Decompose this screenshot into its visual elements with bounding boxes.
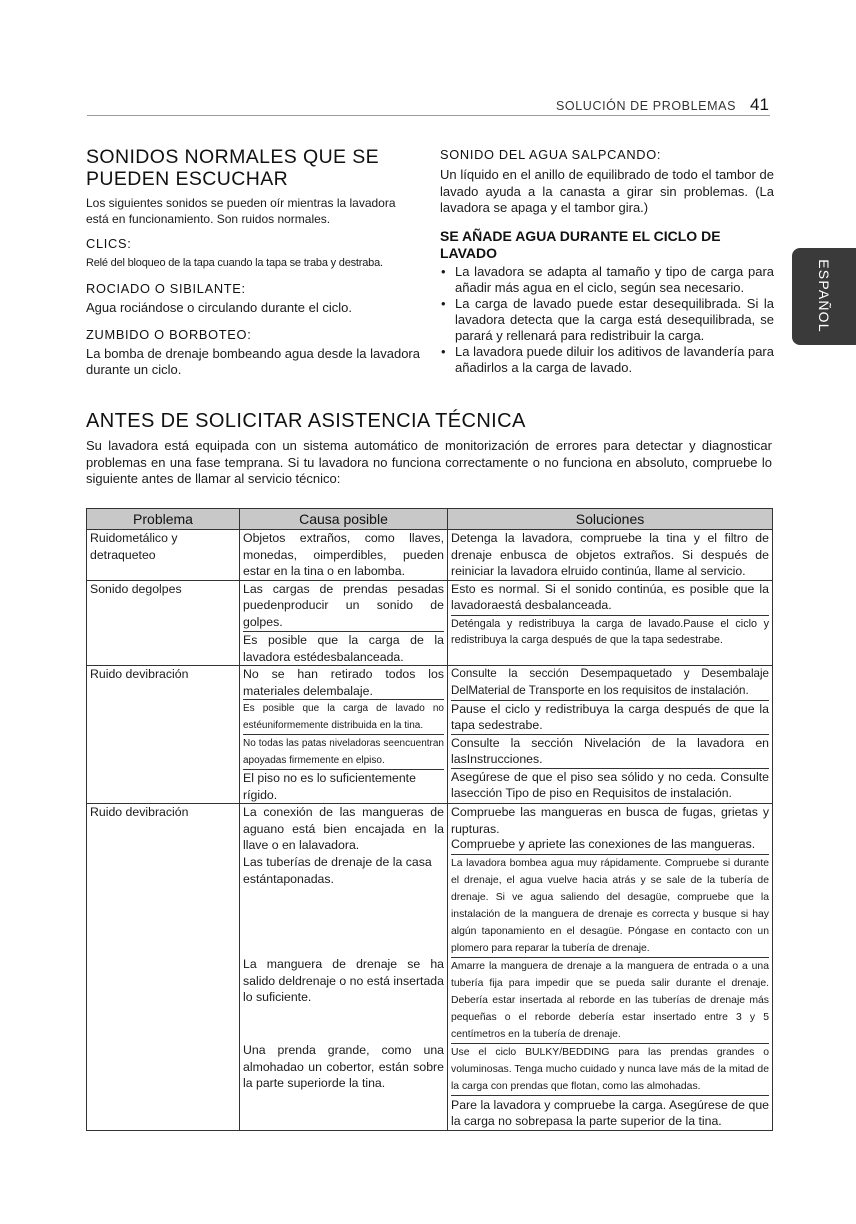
solution-text: Compruebe las mangueras en busca de fugas, grietas y rupturas.	[451, 805, 769, 836]
solution-text: Detenga la lavadora, compruebe la tina y el filtro de drenaje enbusca de objetos extraños. Si después de reiniciar la lavadora elruido continúa, llame al servicio.	[451, 531, 769, 578]
solution-cell	[448, 666, 773, 804]
splash-text: Un líquido en el anillo de equilibrado de todo el tambor de lavado ayuda a la canasta a girar sin problemas. (La lavadora se apaga y el tambor gira.)	[440, 167, 774, 215]
before-service-title: ANTES DE SOLICITAR ASISTENCIA TÉCNICA	[86, 410, 526, 432]
column-header-problem: Problema	[87, 509, 240, 530]
table-row	[87, 530, 773, 581]
section-header-title: SOLUCIÓN DE PROBLEMAS	[556, 99, 737, 113]
solution-cell	[448, 804, 773, 1131]
clicks-heading: CLICS:	[86, 236, 132, 251]
water-added-heading: SE AÑADE AGUA DURANTE EL CICLO DE LAVADO	[440, 227, 721, 261]
table-row	[87, 804, 773, 1131]
problem-text: Ruido devibración	[90, 805, 189, 819]
language-tab	[792, 248, 856, 345]
problem-text: Ruidometálico y detraqueteo	[90, 531, 178, 562]
normal-sounds-section	[86, 146, 420, 379]
solution-text: Compruebe y apriete las conexiones de las mangueras.	[451, 833, 769, 855]
spraying-text: Agua rociándose o circulando durante el ciclo.	[86, 300, 352, 315]
humming-text: La bomba de drenaje bombeando agua desde la lavadora durante un ciclo.	[86, 345, 420, 377]
before-service-intro: Su lavadora está equipada con un sistema automático de monitorización de errores para detectar y diagnosticar problemas en una fase temprana. Si tu lavadora no funciona correctamente o no funciona en absoluto, compruebe lo siguiente antes de llamar al servicio técnico:	[86, 438, 772, 486]
normal-sounds-title: SONIDOS NORMALES QUE SE PUEDEN ESCUCHAR	[86, 146, 380, 190]
problem-cell	[87, 666, 240, 804]
list-item: • La lavadora se adapta al tamaño y tipo de carga para añadir más agua en el ciclo, según sea necesario.	[440, 264, 774, 296]
problem-cell	[87, 580, 240, 666]
splash-heading: SONIDO DEL AGUA SALPCANDO:	[440, 147, 662, 162]
normal-sounds-intro: Los siguientes sonidos se pueden oír mientras la lavadora está en funcionamiento. Son ruidos normales.	[86, 196, 396, 226]
column-header-cause: Causa posible	[240, 509, 448, 530]
cause-cell	[240, 666, 448, 804]
problem-text: Ruido devibración	[90, 667, 189, 681]
clicks-text: Relé del bloqueo de la tapa cuando la tapa se traba y destraba.	[86, 257, 383, 269]
problem-cell	[87, 804, 240, 1131]
solution-cell	[448, 580, 773, 666]
table-header-row	[87, 509, 773, 530]
cause-text: El piso no es lo suficientemente rígido.	[243, 771, 416, 802]
cause-text: Es posible que la carga de la lavadora estédesbalanceada.	[243, 633, 444, 664]
cause-cell	[240, 804, 448, 1131]
solution-text: Esto es normal. Si el sonido continúa, es posible que la lavadoraestá desbalanceada.	[451, 581, 769, 616]
cause-text: La manguera de drenaje se ha salido deldrenaje o no está insertada lo suficiente.	[243, 957, 444, 1004]
column-header-solutions: Soluciones	[448, 509, 773, 530]
cause-text: Una prenda grande, como una almohadao un cobertor, están sobre la parte superiorde la tina.	[243, 1043, 444, 1090]
troubleshooting-table	[86, 508, 773, 1131]
language-tab-label: ESPAÑOL	[816, 259, 832, 333]
solution-text: Consulte la sección Desempaquetado y Desembalaje DelMaterial de Transporte en los requisitos de instalación.	[451, 666, 769, 701]
solution-text: Asegúrese de que el piso sea sólido y no ceda. Consulte lasección Tipo de piso en Requisitos de instalación.	[451, 769, 769, 801]
solution-text: Use el ciclo BULKY/BEDDING para las prendas grandes o voluminosas. Tenga mucho cuidado y nunca lave más de la mitad de la carga con prendas que flotan, como las almohadas.	[451, 1044, 769, 1096]
spraying-heading: ROCIADO O SIBILANTE:	[86, 281, 246, 296]
cause-cell	[240, 580, 448, 666]
problem-cell	[87, 530, 240, 581]
solution-text: Consulte la sección Nivelación de la lavadora en lasInstrucciones.	[451, 735, 769, 769]
list-item: • La lavadora puede diluir los aditivos de lavandería para añadirlos a la carga de lavado.	[440, 344, 774, 376]
cause-cell	[240, 530, 448, 581]
cause-text: Las tuberías de drenaje de la casa estántaponadas.	[243, 855, 432, 886]
problem-text: Sonido degolpes	[90, 581, 182, 596]
table-row	[87, 666, 773, 804]
header-divider	[87, 115, 770, 116]
cause-text: Objetos extraños, como llaves, monedas, oimperdibles, pueden estar en la tina o en labomba.	[243, 531, 444, 578]
cause-text: La conexión de las mangueras de aguano está bien encajada en la llave o en lalavadora.	[243, 805, 444, 852]
list-item: • La carga de lavado puede estar desequilibrada. Si la lavadora detecta que la carga está desequilibrada, se parará y rellenará para redistribuir la carga.	[440, 296, 774, 344]
water-added-list	[440, 264, 774, 376]
cause-text: Las cargas de prendas pesadas puedenproducir un sonido de golpes.	[243, 581, 444, 633]
page-number: 41	[750, 95, 769, 114]
cause-text: No todas las patas niveladoras seencuentran apoyadas firmemente en elpiso.	[243, 735, 444, 770]
before-service-section	[86, 410, 772, 488]
solution-text: Pare la lavadora y compruebe la carga. Asegúrese de que la carga no sobrepasa la parte superior de la tina.	[451, 1097, 769, 1128]
solution-text: La lavadora bombea agua muy rápidamente. Compruebe si durante el drenaje, el agua vuelve hacia atrás y se sale de la tubería de drenaje. Si ve agua saliendo del desagüe, compruebe que la instalación de la manguera de drenaje es correcta y busque si hay algún taponamiento en el desagüe. Póngase en contacto con un plomero para reparar la tubería de drenaje.	[451, 855, 769, 958]
cause-text: Es posible que la carga de lavado no estéuniformemente distribuida en la tina.	[243, 700, 444, 735]
solution-text: Deténgala y redistribuya la carga de lavado.Pause el ciclo y redistribuya la carga después de que la tapa sedestrabe.	[451, 617, 769, 647]
humming-heading: ZUMBIDO O BORBOTEO:	[86, 326, 252, 342]
table-row	[87, 580, 773, 666]
right-column	[440, 147, 774, 376]
solution-text: Amarre la manguera de drenaje a la manguera de entrada o a una tubería fija para impedir que se pueda salir durante el drenaje. Debería estar insertada al reborde en las tuberías de drenaje más pequeñas o el reborde debería estar insertado entre 3 y 5 centímetros en la tubería de drenaje.	[451, 958, 769, 1044]
cause-text: No se han retirado todos los materiales delembalaje.	[243, 666, 444, 700]
solution-text: Pause el ciclo y redistribuya la carga después de que la tapa sedestrabe.	[451, 701, 769, 735]
solution-cell	[448, 530, 773, 581]
